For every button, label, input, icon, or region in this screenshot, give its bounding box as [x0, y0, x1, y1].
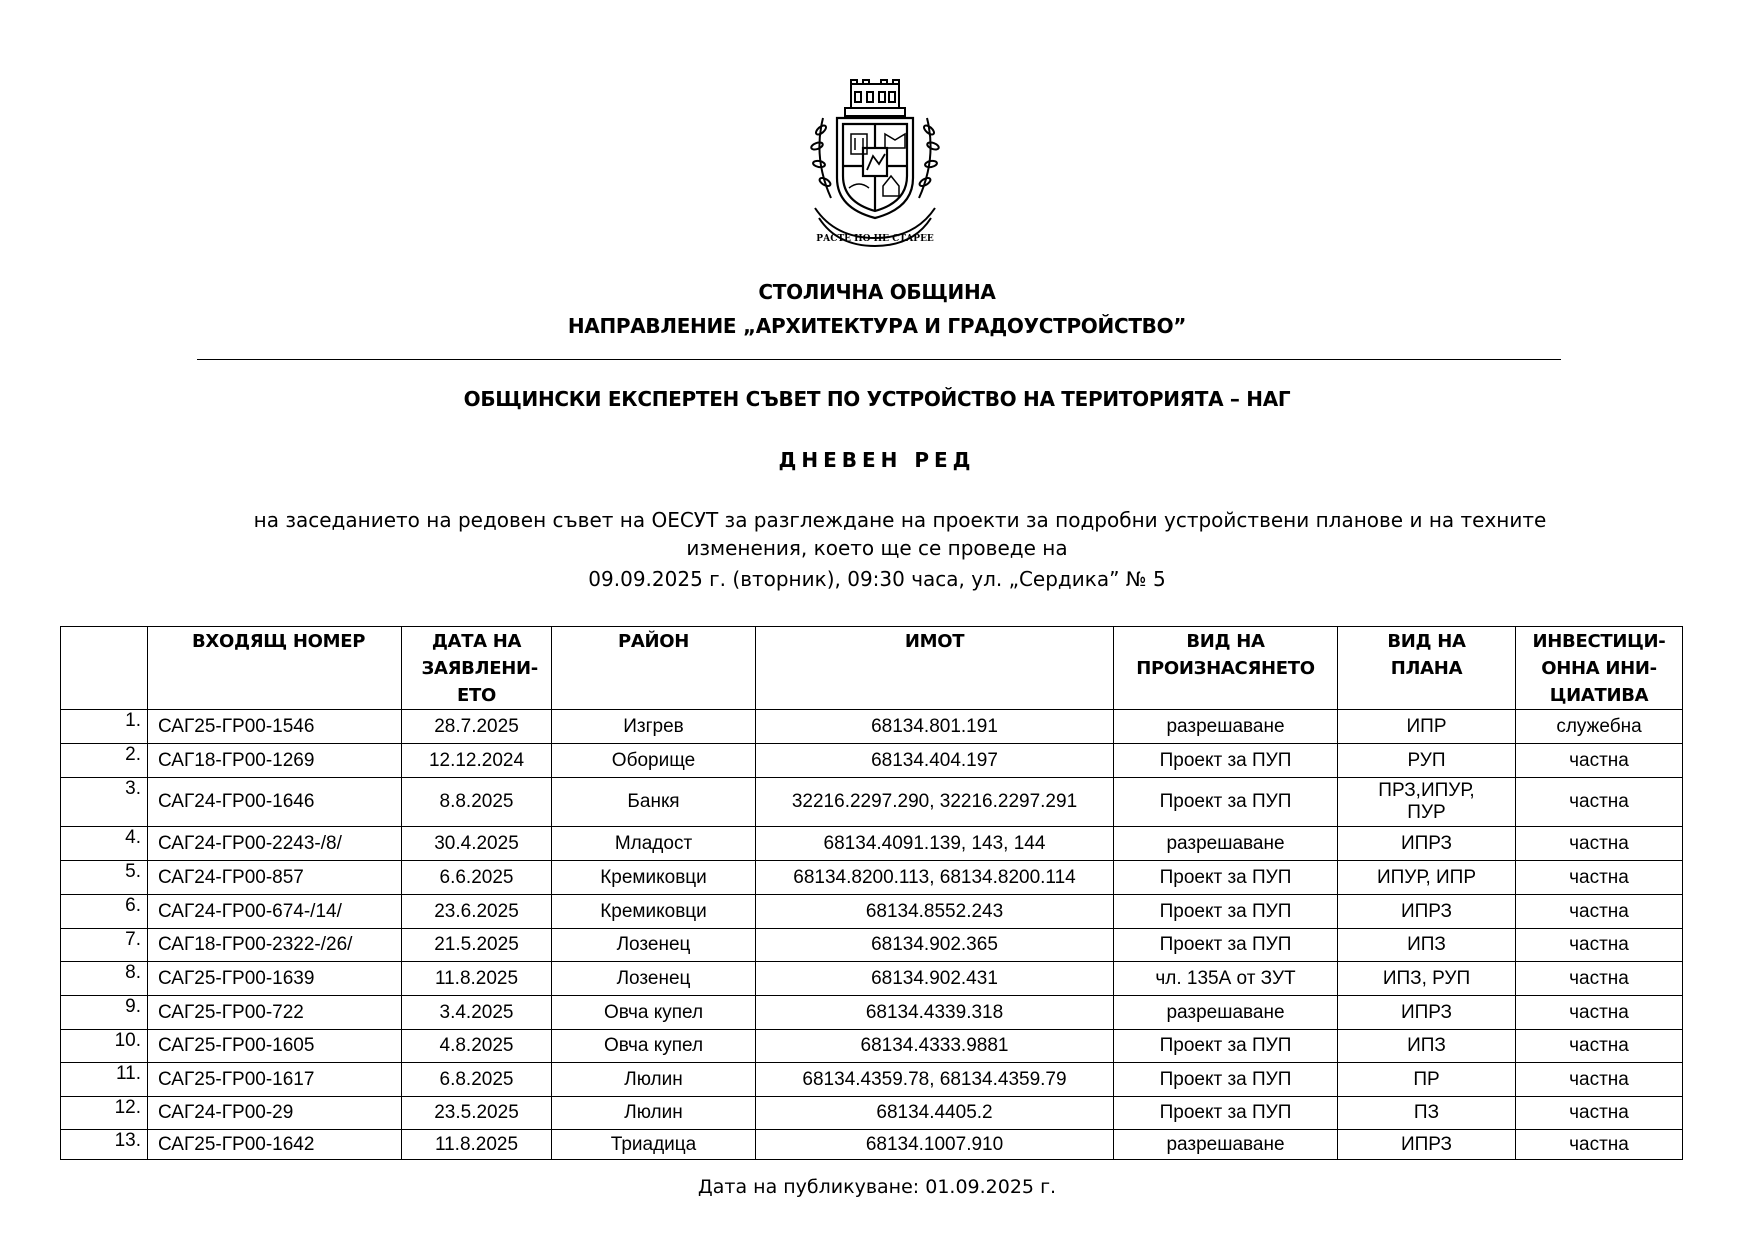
plan-type: ИПРЗ: [1338, 827, 1516, 861]
decision-type: разрешаване: [1114, 710, 1338, 744]
page-title: ДНЕВЕН РЕД: [778, 448, 976, 472]
district: Младост: [552, 827, 756, 861]
decision-type: Проект за ПУП: [1114, 1097, 1338, 1130]
application-date: 30.4.2025: [402, 827, 552, 861]
property: 68134.902.431: [756, 962, 1114, 996]
incoming-number: САГ24-ГР00-857: [148, 861, 402, 895]
initiative: частна: [1516, 895, 1683, 929]
initiative: частна: [1516, 929, 1683, 962]
decision-type: разрешаване: [1114, 827, 1338, 861]
property: 32216.2297.290, 32216.2297.291: [756, 778, 1114, 827]
district: Изгрев: [552, 710, 756, 744]
property: 68134.4405.2: [756, 1097, 1114, 1130]
col-header-decision-type: ВИД НА ПРОИЗНАСЯНЕТО: [1114, 627, 1338, 710]
district: Лозенец: [552, 962, 756, 996]
sofia-coat-of-arms-icon: [805, 78, 945, 248]
table-row: [61, 1130, 1683, 1160]
plan-type: ИПЗ: [1338, 929, 1516, 962]
table-row: [61, 1063, 1683, 1097]
row-number: 8.: [61, 962, 148, 996]
district: Кремиковци: [552, 895, 756, 929]
property: 68134.902.365: [756, 929, 1114, 962]
plan-type: ИПР: [1338, 710, 1516, 744]
table-row: [61, 895, 1683, 929]
initiative: частна: [1516, 744, 1683, 778]
table-row: [61, 1097, 1683, 1130]
property: 68134.404.197: [756, 744, 1114, 778]
application-date: 23.6.2025: [402, 895, 552, 929]
plan-type: ИПУР, ИПР: [1338, 861, 1516, 895]
department-name: НАПРАВЛЕНИЕ „АРХИТЕКТУРА И ГРАДОУСТРОЙСТВО”: [567, 314, 1187, 338]
agenda-table: [60, 626, 1683, 1160]
initiative: частна: [1516, 1130, 1683, 1160]
application-date: 21.5.2025: [402, 929, 552, 962]
incoming-number: САГ25-ГР00-1642: [148, 1130, 402, 1160]
table-header-row: [61, 627, 1683, 710]
table-row: [61, 744, 1683, 778]
table-row: [61, 1030, 1683, 1063]
plan-type: РУП: [1338, 744, 1516, 778]
decision-type: Проект за ПУП: [1114, 1063, 1338, 1097]
district: Кремиковци: [552, 861, 756, 895]
district: Овча купел: [552, 996, 756, 1030]
row-number: 2.: [61, 744, 148, 778]
decision-type: разрешаване: [1114, 996, 1338, 1030]
initiative: частна: [1516, 1097, 1683, 1130]
incoming-number: САГ24-ГР00-29: [148, 1097, 402, 1130]
row-number: 1.: [61, 710, 148, 744]
row-number: 11.: [61, 1063, 148, 1097]
decision-type: Проект за ПУП: [1114, 1030, 1338, 1063]
application-date: 11.8.2025: [402, 962, 552, 996]
application-date: 12.12.2024: [402, 744, 552, 778]
application-date: 11.8.2025: [402, 1130, 552, 1160]
table-row: [61, 996, 1683, 1030]
org-name: СТОЛИЧНА ОБЩИНА: [758, 280, 996, 304]
intro-line-2: изменения, което ще се проведе на: [686, 536, 1068, 560]
district: Оборище: [552, 744, 756, 778]
initiative: частна: [1516, 996, 1683, 1030]
publication-date: Дата на публикуване: 01.09.2025 г.: [697, 1176, 1057, 1198]
property: 68134.4091.139, 143, 144: [756, 827, 1114, 861]
initiative: частна: [1516, 962, 1683, 996]
row-number: 4.: [61, 827, 148, 861]
table-row: [61, 962, 1683, 996]
property: 68134.4359.78, 68134.4359.79: [756, 1063, 1114, 1097]
incoming-number: САГ18-ГР00-2322-/26/: [148, 929, 402, 962]
application-date: 6.6.2025: [402, 861, 552, 895]
initiative: частна: [1516, 778, 1683, 827]
row-number: 5.: [61, 861, 148, 895]
col-header-property: ИМОТ: [756, 627, 1114, 710]
incoming-number: САГ25-ГР00-722: [148, 996, 402, 1030]
decision-type: разрешаване: [1114, 1130, 1338, 1160]
col-header-date: ДАТА НА ЗАЯВЛЕНИ-ЕТО: [402, 627, 552, 710]
council-name: ОБЩИНСКИ ЕКСПЕРТЕН СЪВЕТ ПО УСТРОЙСТВО НА ТЕРИТОРИЯТА – НАГ: [463, 387, 1291, 411]
col-header-district: РАЙОН: [552, 627, 756, 710]
initiative: служебна: [1516, 710, 1683, 744]
incoming-number: САГ24-ГР00-2243-/8/: [148, 827, 402, 861]
incoming-number: САГ24-ГР00-674-/14/: [148, 895, 402, 929]
row-number: 9.: [61, 996, 148, 1030]
row-number: 3.: [61, 778, 148, 827]
incoming-number: САГ25-ГР00-1617: [148, 1063, 402, 1097]
plan-type: ПЗ: [1338, 1097, 1516, 1130]
application-date: 23.5.2025: [402, 1097, 552, 1130]
district: Триадица: [552, 1130, 756, 1160]
application-date: 4.8.2025: [402, 1030, 552, 1063]
application-date: 8.8.2025: [402, 778, 552, 827]
col-header-num: [61, 627, 148, 710]
plan-type: ИПРЗ: [1338, 996, 1516, 1030]
row-number: 13.: [61, 1130, 148, 1160]
property: 68134.4333.9881: [756, 1030, 1114, 1063]
row-number: 6.: [61, 895, 148, 929]
property: 68134.4339.318: [756, 996, 1114, 1030]
property: 68134.1007.910: [756, 1130, 1114, 1160]
plan-type: ПР: [1338, 1063, 1516, 1097]
initiative: частна: [1516, 1030, 1683, 1063]
incoming-number: САГ25-ГР00-1639: [148, 962, 402, 996]
table-row: [61, 861, 1683, 895]
plan-type: ИПЗ: [1338, 1030, 1516, 1063]
row-number: 7.: [61, 929, 148, 962]
table-row: [61, 778, 1683, 827]
decision-type: Проект за ПУП: [1114, 778, 1338, 827]
initiative: частна: [1516, 861, 1683, 895]
district: Лозенец: [552, 929, 756, 962]
decision-type: Проект за ПУП: [1114, 895, 1338, 929]
property: 68134.8200.113, 68134.8200.114: [756, 861, 1114, 895]
incoming-number: САГ25-ГР00-1605: [148, 1030, 402, 1063]
col-header-incoming-number: ВХОДЯЩ НОМЕР: [148, 627, 402, 710]
initiative: частна: [1516, 1063, 1683, 1097]
incoming-number: САГ24-ГР00-1646: [148, 778, 402, 827]
decision-type: Проект за ПУП: [1114, 744, 1338, 778]
col-header-initiative: ИНВЕСТИЦИ-ОННА ИНИ-ЦИАТИВА: [1516, 627, 1683, 710]
row-number: 12.: [61, 1097, 148, 1130]
property: 68134.8552.243: [756, 895, 1114, 929]
decision-type: Проект за ПУП: [1114, 861, 1338, 895]
district: Люлин: [552, 1063, 756, 1097]
intro-line-1: на заседанието на редовен съвет на ОЕСУТ за разглеждане на проекти за подробни устройствени планове и на техните: [253, 508, 1547, 532]
incoming-number: САГ25-ГР00-1546: [148, 710, 402, 744]
table-row: [61, 710, 1683, 744]
plan-type: ПРЗ,ИПУР, ПУР: [1338, 778, 1516, 827]
header-divider: [197, 359, 1561, 360]
incoming-number: САГ18-ГР00-1269: [148, 744, 402, 778]
district: Люлин: [552, 1097, 756, 1130]
crest-motto: РАСТЕ НО НЕ СТАРЕЕ: [816, 234, 934, 244]
plan-type: ИПРЗ: [1338, 1130, 1516, 1160]
application-date: 28.7.2025: [402, 710, 552, 744]
plan-type: ИПРЗ: [1338, 895, 1516, 929]
property: 68134.801.191: [756, 710, 1114, 744]
table-row: [61, 827, 1683, 861]
row-number: 10.: [61, 1030, 148, 1063]
decision-type: Проект за ПУП: [1114, 929, 1338, 962]
initiative: частна: [1516, 827, 1683, 861]
application-date: 3.4.2025: [402, 996, 552, 1030]
meeting-datetime: 09.09.2025 г. (вторник), 09:30 часа, ул. „Сердика” № 5: [588, 567, 1166, 591]
col-header-plan-type: ВИД НА ПЛАНА: [1338, 627, 1516, 710]
table-row: [61, 929, 1683, 962]
application-date: 6.8.2025: [402, 1063, 552, 1097]
district: Банкя: [552, 778, 756, 827]
plan-type: ИПЗ, РУП: [1338, 962, 1516, 996]
decision-type: чл. 135А от ЗУТ: [1114, 962, 1338, 996]
district: Овча купел: [552, 1030, 756, 1063]
